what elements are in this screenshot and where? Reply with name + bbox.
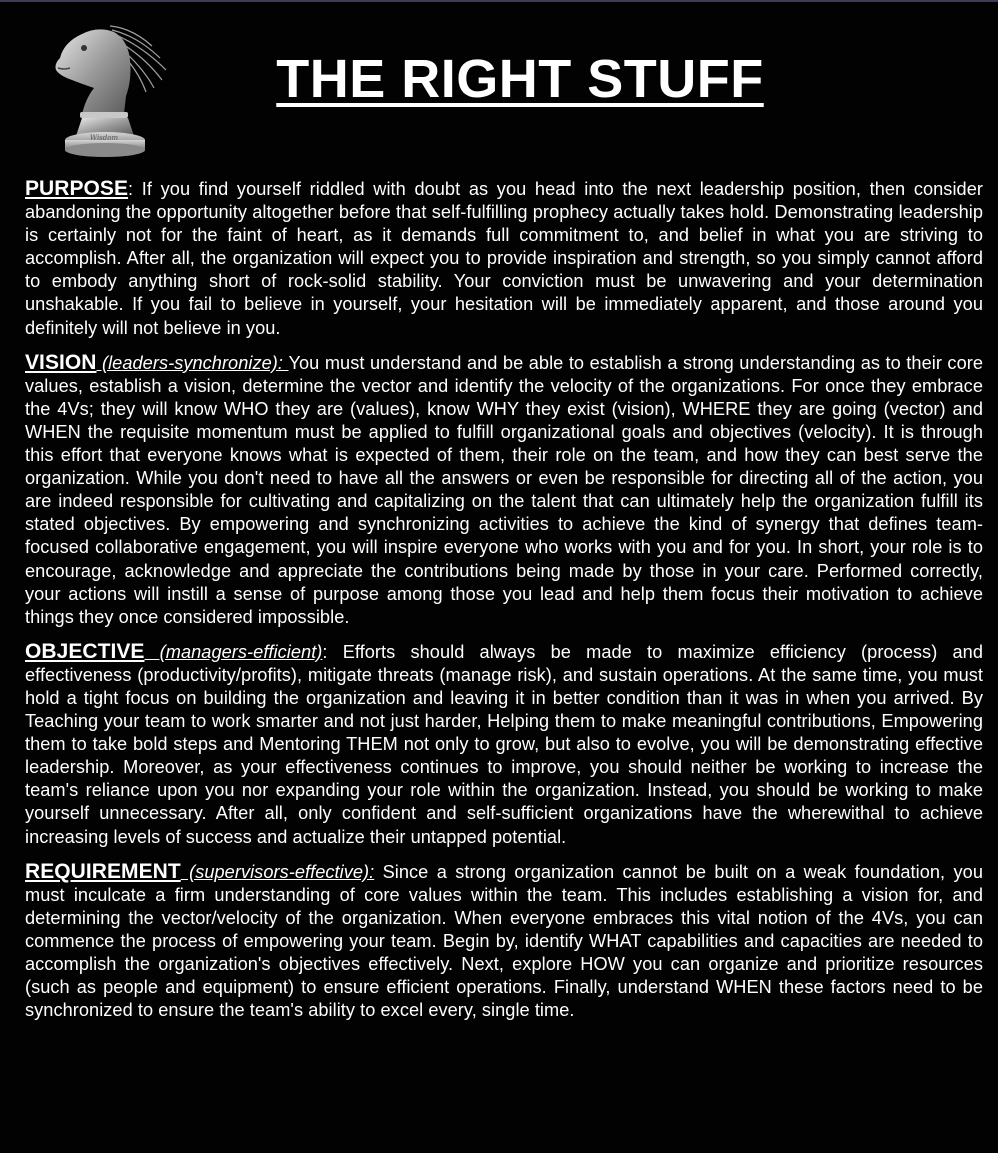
- logo-engraving: Wisdom: [89, 134, 119, 142]
- section-objective: [25, 640, 983, 849]
- page-title: THE RIGHT STUFF: [276, 49, 764, 109]
- section-body: Efforts should always be made to maximize efficiency (process) and effectiveness (productivity/profits), mitigate threats (manage risk), and sustain operations. At the same time, you must hold a tight focus on building the organization and leaving it in better condition than it was in when you arrived. By Teaching your team to work smarter and not just harder, Helping them to make meaningful contributions, Empowering them to take bold steps and Mentoring THEM not only to grow, but also to evolve, you will be demonstrating effective leadership. Moreover, as your effectiveness continues to improve, you should neither be working to increase the team's reliance upon you nor expanding your role within the organization. Instead, you should be working to make yourself unnecessary. After all, only confident and self-sufficient organizations have the wherewithal to achieve increasing levels of success and actualize their untapped potential.: [25, 641, 983, 847]
- section-subtitle: (supervisors-effective):: [180, 861, 375, 882]
- section-heading: PURPOSE: [25, 177, 129, 200]
- section-heading: VISION: [25, 350, 97, 374]
- section-separator: :: [128, 179, 142, 199]
- section-requirement: [25, 860, 983, 1023]
- document-body: [25, 177, 983, 1033]
- section-purpose: [25, 177, 983, 340]
- section-subtitle: (leaders-synchronize):: [96, 352, 289, 373]
- section-separator: :: [322, 641, 343, 662]
- section-body: If you find yourself riddled with doubt as you head into the next leadership position, then consider abandoning the opportunity altogether before that self-fulfilling prophecy actually takes hold. Demonstrating leadership is certainly not for the faint of heart, as it demands full commitment to, and belief in what you are striving to accomplish. After all, the organization will expect you to provide inspiration and strength, so you simply cannot afford to embody anything short of rock-solid stability. Your conviction must be unwavering and your determination unshakable. If you fail to believe in yourself, your hesitation will be immediately apparent, and those around you definitely will not believe in you.: [25, 179, 983, 338]
- section-heading: REQUIREMENT: [25, 859, 181, 883]
- section-body: Since a strong organization cannot be built on a weak foundation, you must inculcate a firm understanding of core values within the team. This includes establishing a vision for, and determining the vector/velocity of the organization. When everyone embraces this vital notion of the 4Vs, you can commence the process of empowering your team. Begin by, identify WHAT capabilities and capacities are needed to accomplish the organization's objectives effectively. Next, explore HOW you can organize and prioritize resources (such as people and equipment) to ensure efficient operations. Finally, understand WHEN these factors need to be synchronized to ensure the team's ability to excel every, single time.: [25, 861, 983, 1021]
- section-vision: [25, 351, 983, 629]
- section-heading: OBJECTIVE: [25, 639, 145, 663]
- section-separator: [374, 862, 382, 882]
- section-body: You must understand and be able to establish a strong understanding as to their core values, establish a vision, determine the vector and identify the velocity of the organizations. For once they embrace the 4Vs; they will know WHO they are (values), know WHY they exist (vision), WHERE they are going (vector) and WHEN the requisite momentum must be applied to fulfill organizational goals and objectives (velocity). It is through this effort that everyone knows what is expected of them, their role on the team, and how they can best serve the organization. While you don't need to have all the answers or even be responsible for directing all of the action, you are indeed responsible for cultivating and capitalizing on the talent that can ultimately help the organization fulfill its stated objectives. By empowering and synchronizing activities to achieve the kind of synergy that defines team-focused collaborative engagement, you will inspire everyone who works with you and for you. In short, your role is to encourage, acknowledge and appreciate the contributions being made by those in your care. Performed correctly, your actions will instill a sense of purpose among those you lead and help them focus their motivation to achieve things they once considered impossible.: [25, 352, 983, 627]
- section-subtitle: (managers-efficient): [144, 641, 323, 662]
